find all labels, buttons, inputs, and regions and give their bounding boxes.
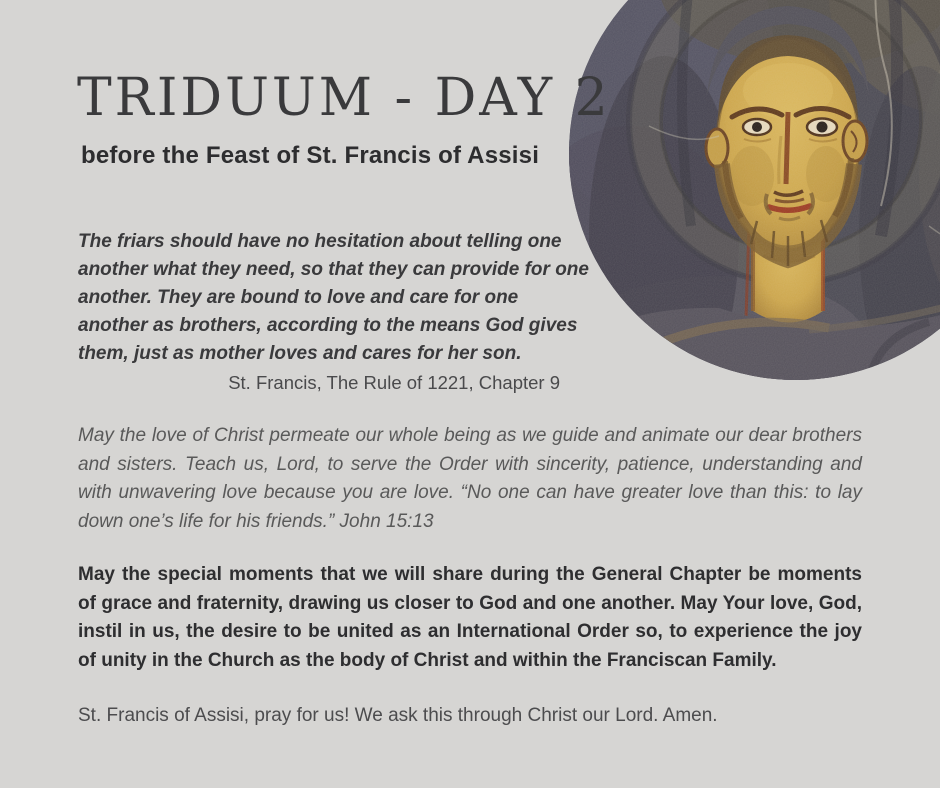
closing-line: St. Francis of Assisi, pray for us! We ask this through Christ our Lord. Amen. xyxy=(78,705,718,726)
quote-attribution: St. Francis, The Rule of 1221, Chapter 9 xyxy=(228,372,560,393)
prayer-paragraph: May the love of Christ permeate our whole being as we guide and animate our dear brothers and sisters. Teach us, Lord, to serve the Order with sincerity, patience, understanding and with unwavering love because you are love. “No one can have greater love than this: to lay down one’s life for his friends.” John 15:13 xyxy=(78,425,862,532)
poster-subtitle: before the Feast of St. Francis of Assisi xyxy=(81,142,540,169)
st-francis-fresco-image xyxy=(569,0,940,380)
petition-paragraph: May the special moments that we will share during the General Chapter be moments of grace and fraternity, drawing us closer to God and one another. May Your love, God, instil in us, the desire to be united as an International Order so, to experience the joy of unity in the Church as the body of Christ and within the Franciscan Family. xyxy=(78,564,862,671)
st-francis-portrait xyxy=(569,0,940,380)
rule-quote: The friars should have no hesitation about telling one another what they need, so that they can provide for one another. They are bound to love and care for one another as brothers, according to the means God gives them, just as mother loves and cares for her son. xyxy=(78,231,589,364)
poster-title: TRIDUUM - DAY 2 xyxy=(77,68,611,128)
